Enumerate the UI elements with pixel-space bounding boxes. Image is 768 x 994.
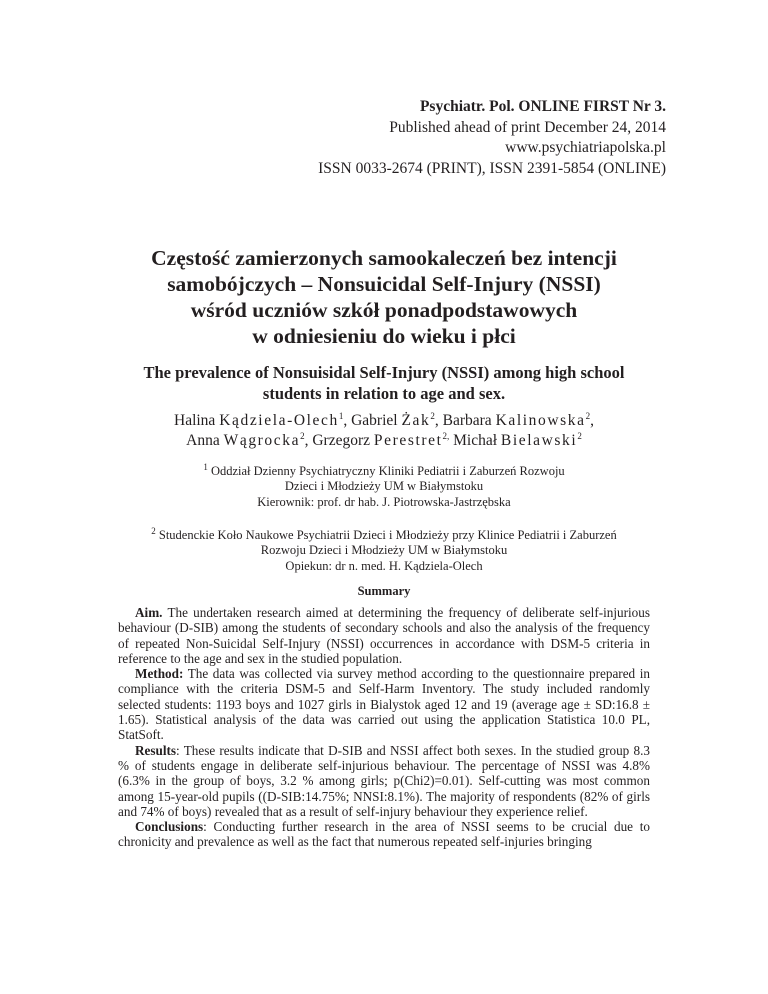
affiliation-2 — [100, 525, 668, 574]
journal-name: Psychiatr. Pol. ONLINE FIRST Nr 3. — [419, 98, 666, 115]
aim-text: The undertaken research aimed at determining the frequency of deliberate self-injurious behaviour (D-SIB) among the students of secondary schools and also the analysis of the frequency of repeated Non-Suicidal Self-Injury (NSSI) occurrences in accordance with DSM-5 criteria in reference to the age and sex in the studied population. — [118, 605, 650, 666]
affiliation-mark: 2 — [151, 525, 156, 536]
author-affiliation-mark: 1 — [338, 410, 344, 421]
results-text: : These results indicate that D-SIB and NSSI affect both sexes. In the studied group 8.3 % of students engage in deliberate self-injurious behaviour. The percentage of NSSI was 4.8% (6.3% in the group of boys, 3.2 % among girls; p(Chi2)=0.01). Self-cutting was most common among 15-year-old pupils ((D-SIB:14.75%; NNSI:8.1%). The majority of respondents (82% of girls and 74% of boys) revealed that as a result of self-injury behaviour they experience relief. — [118, 742, 650, 819]
polish-title — [80, 245, 688, 349]
author-last-name: Żak — [401, 412, 431, 429]
summary-body — [118, 605, 650, 850]
affiliation-line: Dzieci i Młodzieży UM w Białymstoku — [284, 479, 484, 494]
author-last-name: Kalinowska — [495, 412, 586, 429]
author-first-name: Gabriel — [351, 412, 398, 429]
journal-issn: ISSN 0033-2674 (PRINT), ISSN 2391-5854 (ONLINE) — [318, 159, 666, 177]
author-line — [90, 431, 678, 451]
affiliation-text: Studenckie Koło Naukowe Psychiatrii Dzieci i Młodzieży przy Klinice Pediatrii i Zaburzeń — [158, 528, 617, 542]
summary-method — [118, 666, 650, 742]
affiliation-supervisor: Opiekun: dr n. med. H. Kądziela-Olech — [285, 558, 483, 573]
author — [351, 412, 435, 429]
affiliation-mark: 1 — [203, 461, 208, 472]
conclusions-text: : Conducting further research in the area of NSSI seems to be crucial due to chronicity and prevalence as well as the fact that numerous repeated self-injuries bringing — [118, 819, 650, 850]
english-title-line: students in relation to age and sex. — [262, 384, 506, 403]
polish-title-line: samobójczych – Nonsuicidal Self-Injury (NSSI) — [167, 272, 601, 296]
publication-date: Published ahead of print December 24, 2014 — [389, 118, 666, 136]
author-affiliation-mark: 2 — [585, 410, 591, 421]
author-separator: , — [343, 412, 352, 429]
author-list — [90, 411, 678, 451]
journal-header — [318, 97, 666, 179]
author-last-name: Wągrocka — [223, 432, 301, 449]
polish-title-line: Częstość zamierzonych samookaleczeń bez intencji — [151, 246, 617, 270]
author-first-name: Halina — [174, 412, 216, 429]
affiliation-text: Oddział Dzienny Psychiatryczny Kliniki Pediatrii i Zaburzeń Rozwoju — [210, 464, 565, 478]
author-affiliation-mark: 2 — [300, 430, 305, 441]
results-label: Results — [135, 742, 177, 758]
conclusions-label: Conclusions — [135, 819, 204, 835]
author — [312, 432, 449, 449]
author — [186, 432, 304, 449]
author-first-name: Grzegorz — [312, 432, 370, 449]
summary-conclusions — [118, 819, 650, 850]
author-separator: , — [434, 412, 443, 429]
affiliation-head: Kierownik: prof. dr hab. J. Piotrowska-Jastrzębska — [257, 494, 511, 509]
author — [443, 412, 590, 429]
affiliation-1 — [100, 461, 668, 510]
author-last-name: Bielawski — [500, 432, 578, 449]
affiliation-line — [100, 525, 668, 543]
polish-title-line: w odniesieniu do wieku i płci — [252, 324, 516, 348]
author-separator: , — [590, 412, 594, 429]
author — [174, 412, 343, 429]
journal-website: www.psychiatriapolska.pl — [505, 139, 666, 156]
author-separator: , — [304, 432, 313, 449]
aim-label: Aim. — [135, 605, 163, 620]
author-affiliation-mark: 2, — [442, 430, 450, 441]
author-last-name: Kądziela-Olech — [219, 412, 339, 429]
author-first-name: Barbara — [442, 412, 492, 429]
summary-results — [118, 743, 650, 819]
author-affiliation-mark: 2 — [577, 430, 582, 441]
method-text: The data was collected via survey method according to the questionnaire prepared in compliance with the criteria DSM-5 and Self-Harm Inventory. The study included randomly selected students: 1193 boys and 1027 girls in Bialystok aged 12 and 19 (average age ± SD:16.8 ± 1.65). Statistical analysis of the data was carried out using the application Statistica 10.0 PL, StatSoft. — [118, 666, 650, 743]
author-line — [90, 411, 678, 431]
english-title-line: The prevalence of Nonsuisidal Self-Injury (NSSI) among high school — [143, 363, 625, 382]
summary-aim — [118, 605, 650, 666]
author-first-name: Michał — [453, 432, 498, 449]
affiliation-line: Rozwoju Dzieci i Młodzieży UM w Białymstoku — [260, 543, 508, 558]
author-last-name: Perestret — [373, 432, 443, 449]
author — [453, 432, 582, 449]
author-first-name: Anna — [186, 432, 220, 449]
english-title — [90, 362, 678, 404]
affiliation-line — [100, 461, 668, 479]
summary-heading: Summary — [357, 584, 411, 598]
author-affiliation-mark: 2 — [430, 410, 435, 421]
polish-title-line: wśród uczniów szkół ponadpodstawowych — [190, 298, 578, 322]
method-label: Method: — [135, 666, 184, 682]
